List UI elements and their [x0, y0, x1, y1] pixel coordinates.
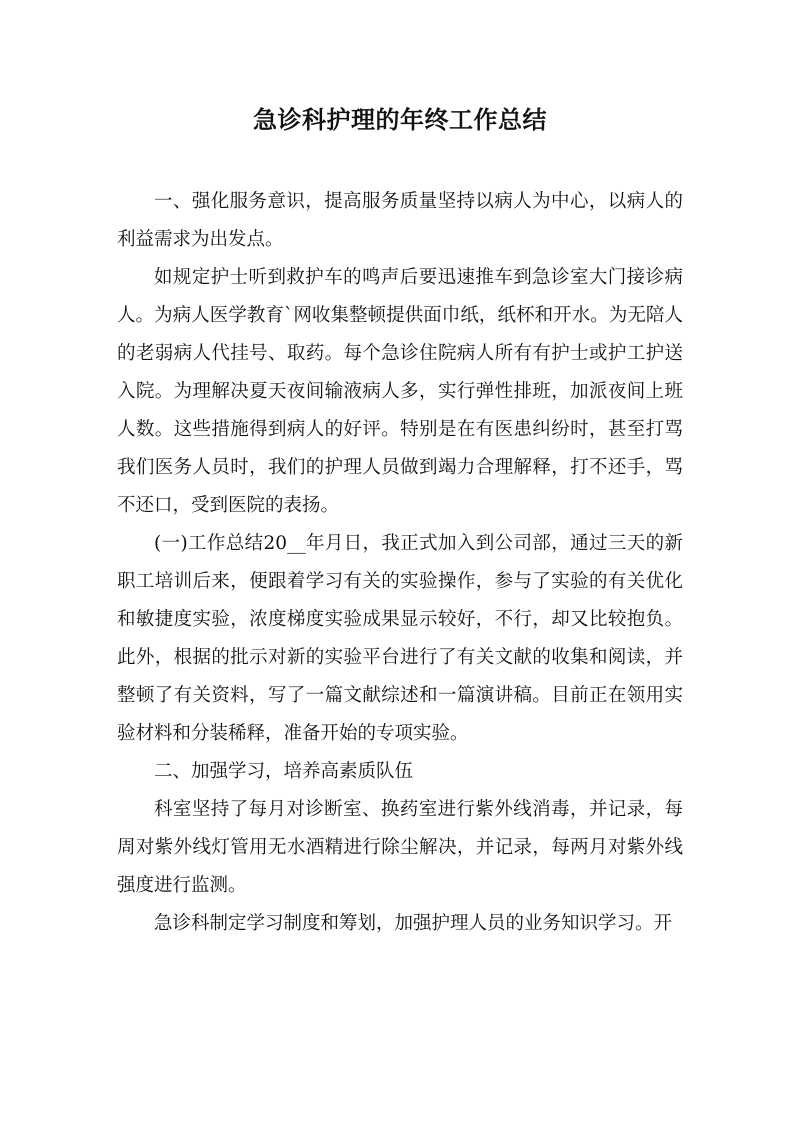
document-body [117, 183, 683, 943]
paragraph-work-summary: (一)工作总结20__年月日，我正式加入到公司部，通过三天的新职工培训后来，便跟着学习有关的实验操作，参与了实验的有关优化和敏捷度实验，浓度梯度实验成果显示较好，不行，却又比较抱负。此外，根据的批示对新的实验平台进行了有关文献的收集和阅读，并整顿了有关资料，写了一篇文献综述和一篇演讲稿。目前正在领用实验材料和分装稀释，准备开始的专项实验。 [117, 533, 683, 744]
document-title: 急诊科护理的年终工作总结 [253, 105, 547, 134]
paragraph-heading-learning: 二、加强学习，培养高素质队伍 [154, 761, 414, 782]
paragraph-study-plan: 急诊科制定学习制度和筹划，加强护理人员的业务知识学习。开 [154, 913, 673, 934]
paragraph-disinfection: 科室坚持了每月对诊断室、换药室进行紫外线消毒，并记录，每周对紫外线灯管用无水酒精进行除尘解决，并记录，每两月对紫外线强度进行监测。 [117, 799, 683, 896]
paragraph-service-measures: 如规定护士听到救护车的鸣声后要迅速推车到急诊室大门接诊病人。为病人医学教育`网收集整顿提供面巾纸，纸杯和开水。为无陪人的老弱病人代挂号、取药。每个急诊住院病人所有有护士或护工护送入院。为理解决夏天夜间输液病人多，实行弹性排班，加派夜间上班人数。这些措施得到病人的好评。特别是在有医患纠纷时，甚至打骂我们医务人员时，我们的护理人员做到竭力合理解释，打不还手，骂不还口，受到医院的表扬。 [117, 267, 683, 516]
paragraph-service-awareness: 一、强化服务意识，提高服务质量坚持以病人为中心，以病人的利益需求为出发点。 [117, 191, 683, 250]
